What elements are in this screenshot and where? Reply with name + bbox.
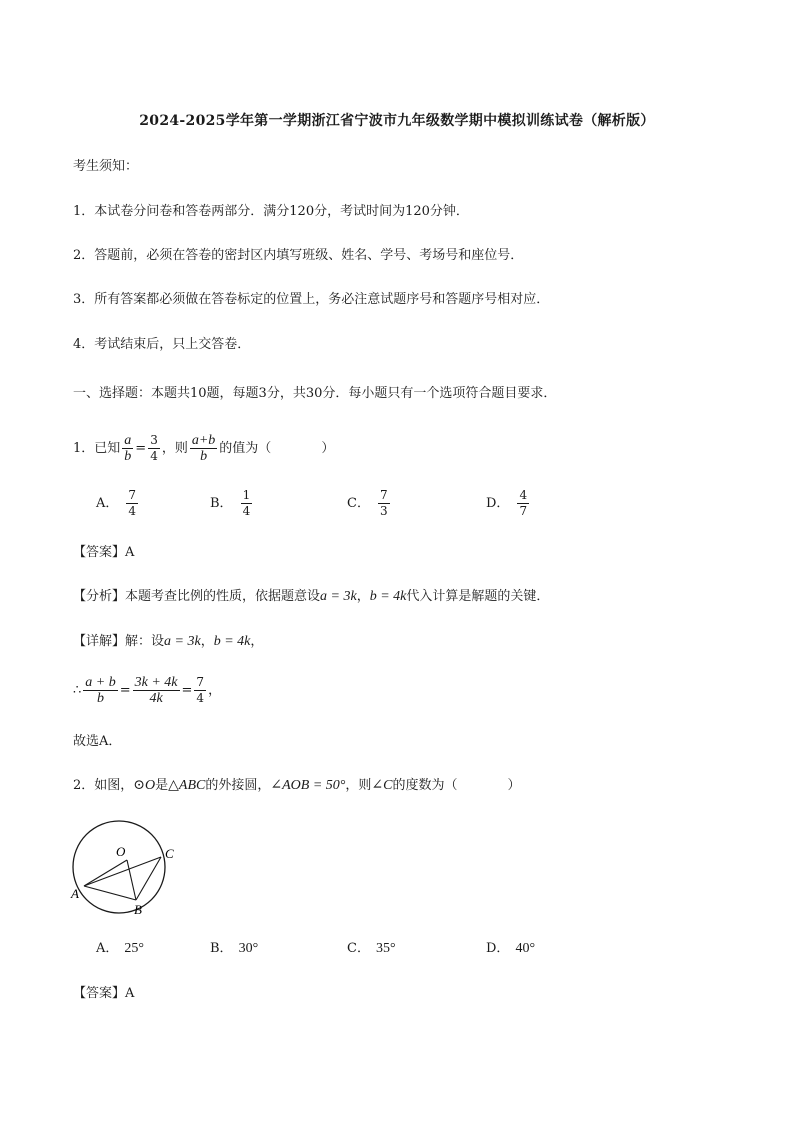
q1-analysis-b-eq: b = 4k <box>369 589 407 604</box>
segment-ao <box>84 860 127 886</box>
q2-text-d: 的度数为（ <box>392 778 458 793</box>
q1-mid: ，则 <box>161 441 188 456</box>
q2-option-b[interactable] <box>210 940 258 958</box>
q1-analysis-a-eq: a = 3k <box>320 589 357 604</box>
q1-detail-tail: ， <box>250 634 264 649</box>
q2-option-b-value: 30° <box>238 941 259 956</box>
question-1 <box>73 432 334 466</box>
notice-item-2: 2．答题前，必须在答卷的密封区内填写班级、姓名、学号、考场号和座位号． <box>73 248 524 263</box>
q1-calc-den3: 4 <box>196 691 205 705</box>
label-a: A <box>71 886 79 901</box>
q1-calc-num2: 3k + 4k <box>134 675 178 690</box>
q1-option-d-den: 7 <box>519 504 528 518</box>
q1-option-c-label: C． <box>347 496 370 511</box>
q1-option-a[interactable] <box>96 487 140 521</box>
q2-text-c: ，则 <box>345 778 372 793</box>
label-c: C <box>165 846 174 861</box>
q2-option-c[interactable] <box>347 940 396 958</box>
segment-ab <box>84 886 136 900</box>
q1-detail-comma: ， <box>200 634 214 649</box>
q2-close: ） <box>507 778 521 793</box>
q1-answer-tag: 【答案】 <box>73 545 126 560</box>
q1-option-a-num: 7 <box>128 488 137 502</box>
q1-given-value <box>148 433 160 464</box>
q2-triangle: △ABC <box>168 778 206 793</box>
q1-option-a-den: 4 <box>128 504 137 518</box>
q1-analysis-tail: 代入计算是解题的关键． <box>406 589 550 604</box>
q2-text-a: 是 <box>155 778 169 793</box>
q2-answer <box>73 985 134 1003</box>
q1-expr-den: b <box>200 449 208 464</box>
q1-analysis <box>73 588 549 606</box>
label-o: O <box>116 844 126 859</box>
q1-tail: 的值为（ <box>219 441 272 456</box>
q2-option-a-label: A． <box>96 941 119 956</box>
q1-given-fraction <box>122 433 133 464</box>
q2-option-d[interactable] <box>486 940 535 958</box>
q2-option-a[interactable] <box>96 940 144 958</box>
q2-answer-tag: 【答案】 <box>73 986 126 1001</box>
q1-detail-tag: 【详解】 <box>73 634 126 649</box>
question-2 <box>73 777 521 795</box>
q2-option-d-value: 40° <box>515 941 536 956</box>
q1-option-b-den: 4 <box>242 504 251 518</box>
circle-figure <box>65 820 195 920</box>
q1-option-b[interactable] <box>210 487 254 521</box>
q2-option-a-value: 25° <box>124 941 144 956</box>
q1-option-b-label: B． <box>210 496 233 511</box>
q1-detail-text: 解：设 <box>125 634 165 649</box>
q1-option-b-num: 1 <box>242 488 251 502</box>
segment-ob <box>127 860 136 900</box>
q1-calc-tail: ， <box>208 683 222 698</box>
q1-answer-value: A <box>125 545 135 560</box>
q1-expr-num: a+b <box>191 433 216 448</box>
q1-calculation <box>73 673 221 709</box>
q1-option-c[interactable] <box>347 487 392 521</box>
q2-option-b-label: B． <box>210 941 233 956</box>
notice-item-4: 4．考试结束后，只上交答卷． <box>73 337 251 352</box>
q1-detail-a-eq: a = 3k <box>164 634 201 649</box>
q1-given-val-num: 3 <box>150 433 158 447</box>
q1-option-d[interactable] <box>486 487 531 521</box>
q1-detail <box>73 633 263 651</box>
q1-expr-fraction <box>190 433 217 464</box>
q2-option-c-value: 35° <box>375 941 396 956</box>
q1-equals: = <box>135 441 147 456</box>
q2-answer-value: A <box>125 986 135 1001</box>
q2-number: 2．如图， <box>73 778 134 793</box>
circumcircle <box>73 821 165 913</box>
q2-text-b: 的外接圆， <box>205 778 271 793</box>
section-heading: 一、选择题：本题共10题，每题3分，共30分．每小题只有一个选项符合题目要求． <box>73 386 557 401</box>
q1-given-val-den: 4 <box>150 449 158 463</box>
q1-calc-den2: 4k <box>149 691 163 706</box>
notice-item-1: 1．本试卷分问卷和答卷两部分．满分120分，考试时间为120分钟． <box>73 204 469 219</box>
q1-analysis-comma: ， <box>356 589 370 604</box>
notice-item-3: 3．所有答案都必须做在答卷标定的位置上，务必注意试题序号和答题序号相对应． <box>73 292 550 307</box>
q1-conclusion: 故选A． <box>73 734 122 749</box>
segment-ac <box>84 857 161 886</box>
q1-analysis-tag: 【分析】 <box>73 589 126 604</box>
q1-option-d-num: 4 <box>519 488 528 502</box>
therefore-symbol: ∴ <box>73 683 82 698</box>
q1-calc-den1: b <box>97 691 104 706</box>
q1-calc-eq2: = <box>181 683 193 698</box>
notice-heading: 考生须知： <box>73 159 139 174</box>
q1-given-den: b <box>124 449 132 464</box>
page-title: 2024-2025学年第一学期浙江省宁波市九年级数学期中模拟训练试卷（解析版） <box>139 113 655 129</box>
q1-option-d-label: D． <box>486 496 510 511</box>
q1-given-num: a <box>124 433 132 448</box>
q1-calc-eq1: = <box>119 683 131 698</box>
q2-angle-aob: ∠AOB = 50° <box>270 778 346 793</box>
q2-option-c-label: C． <box>347 941 370 956</box>
q1-calc-num3: 7 <box>196 675 205 689</box>
q1-calc-num1: a + b <box>85 675 116 690</box>
q1-option-a-label: A． <box>96 496 119 511</box>
q1-close: ） <box>321 441 335 456</box>
label-b: B <box>134 902 142 917</box>
q1-analysis-text: 本题考查比例的性质，依据题意设 <box>125 589 321 604</box>
q1-option-c-den: 3 <box>379 504 388 518</box>
q2-angle-c: ∠C <box>371 778 393 793</box>
q2-option-d-label: D． <box>486 941 510 956</box>
q1-option-c-num: 7 <box>379 488 388 502</box>
q2-circle: ⊙O <box>133 778 156 793</box>
q1-answer <box>73 544 134 562</box>
q1-detail-b-eq: b = 4k <box>213 634 251 649</box>
q1-number: 1．已知 <box>73 441 121 456</box>
